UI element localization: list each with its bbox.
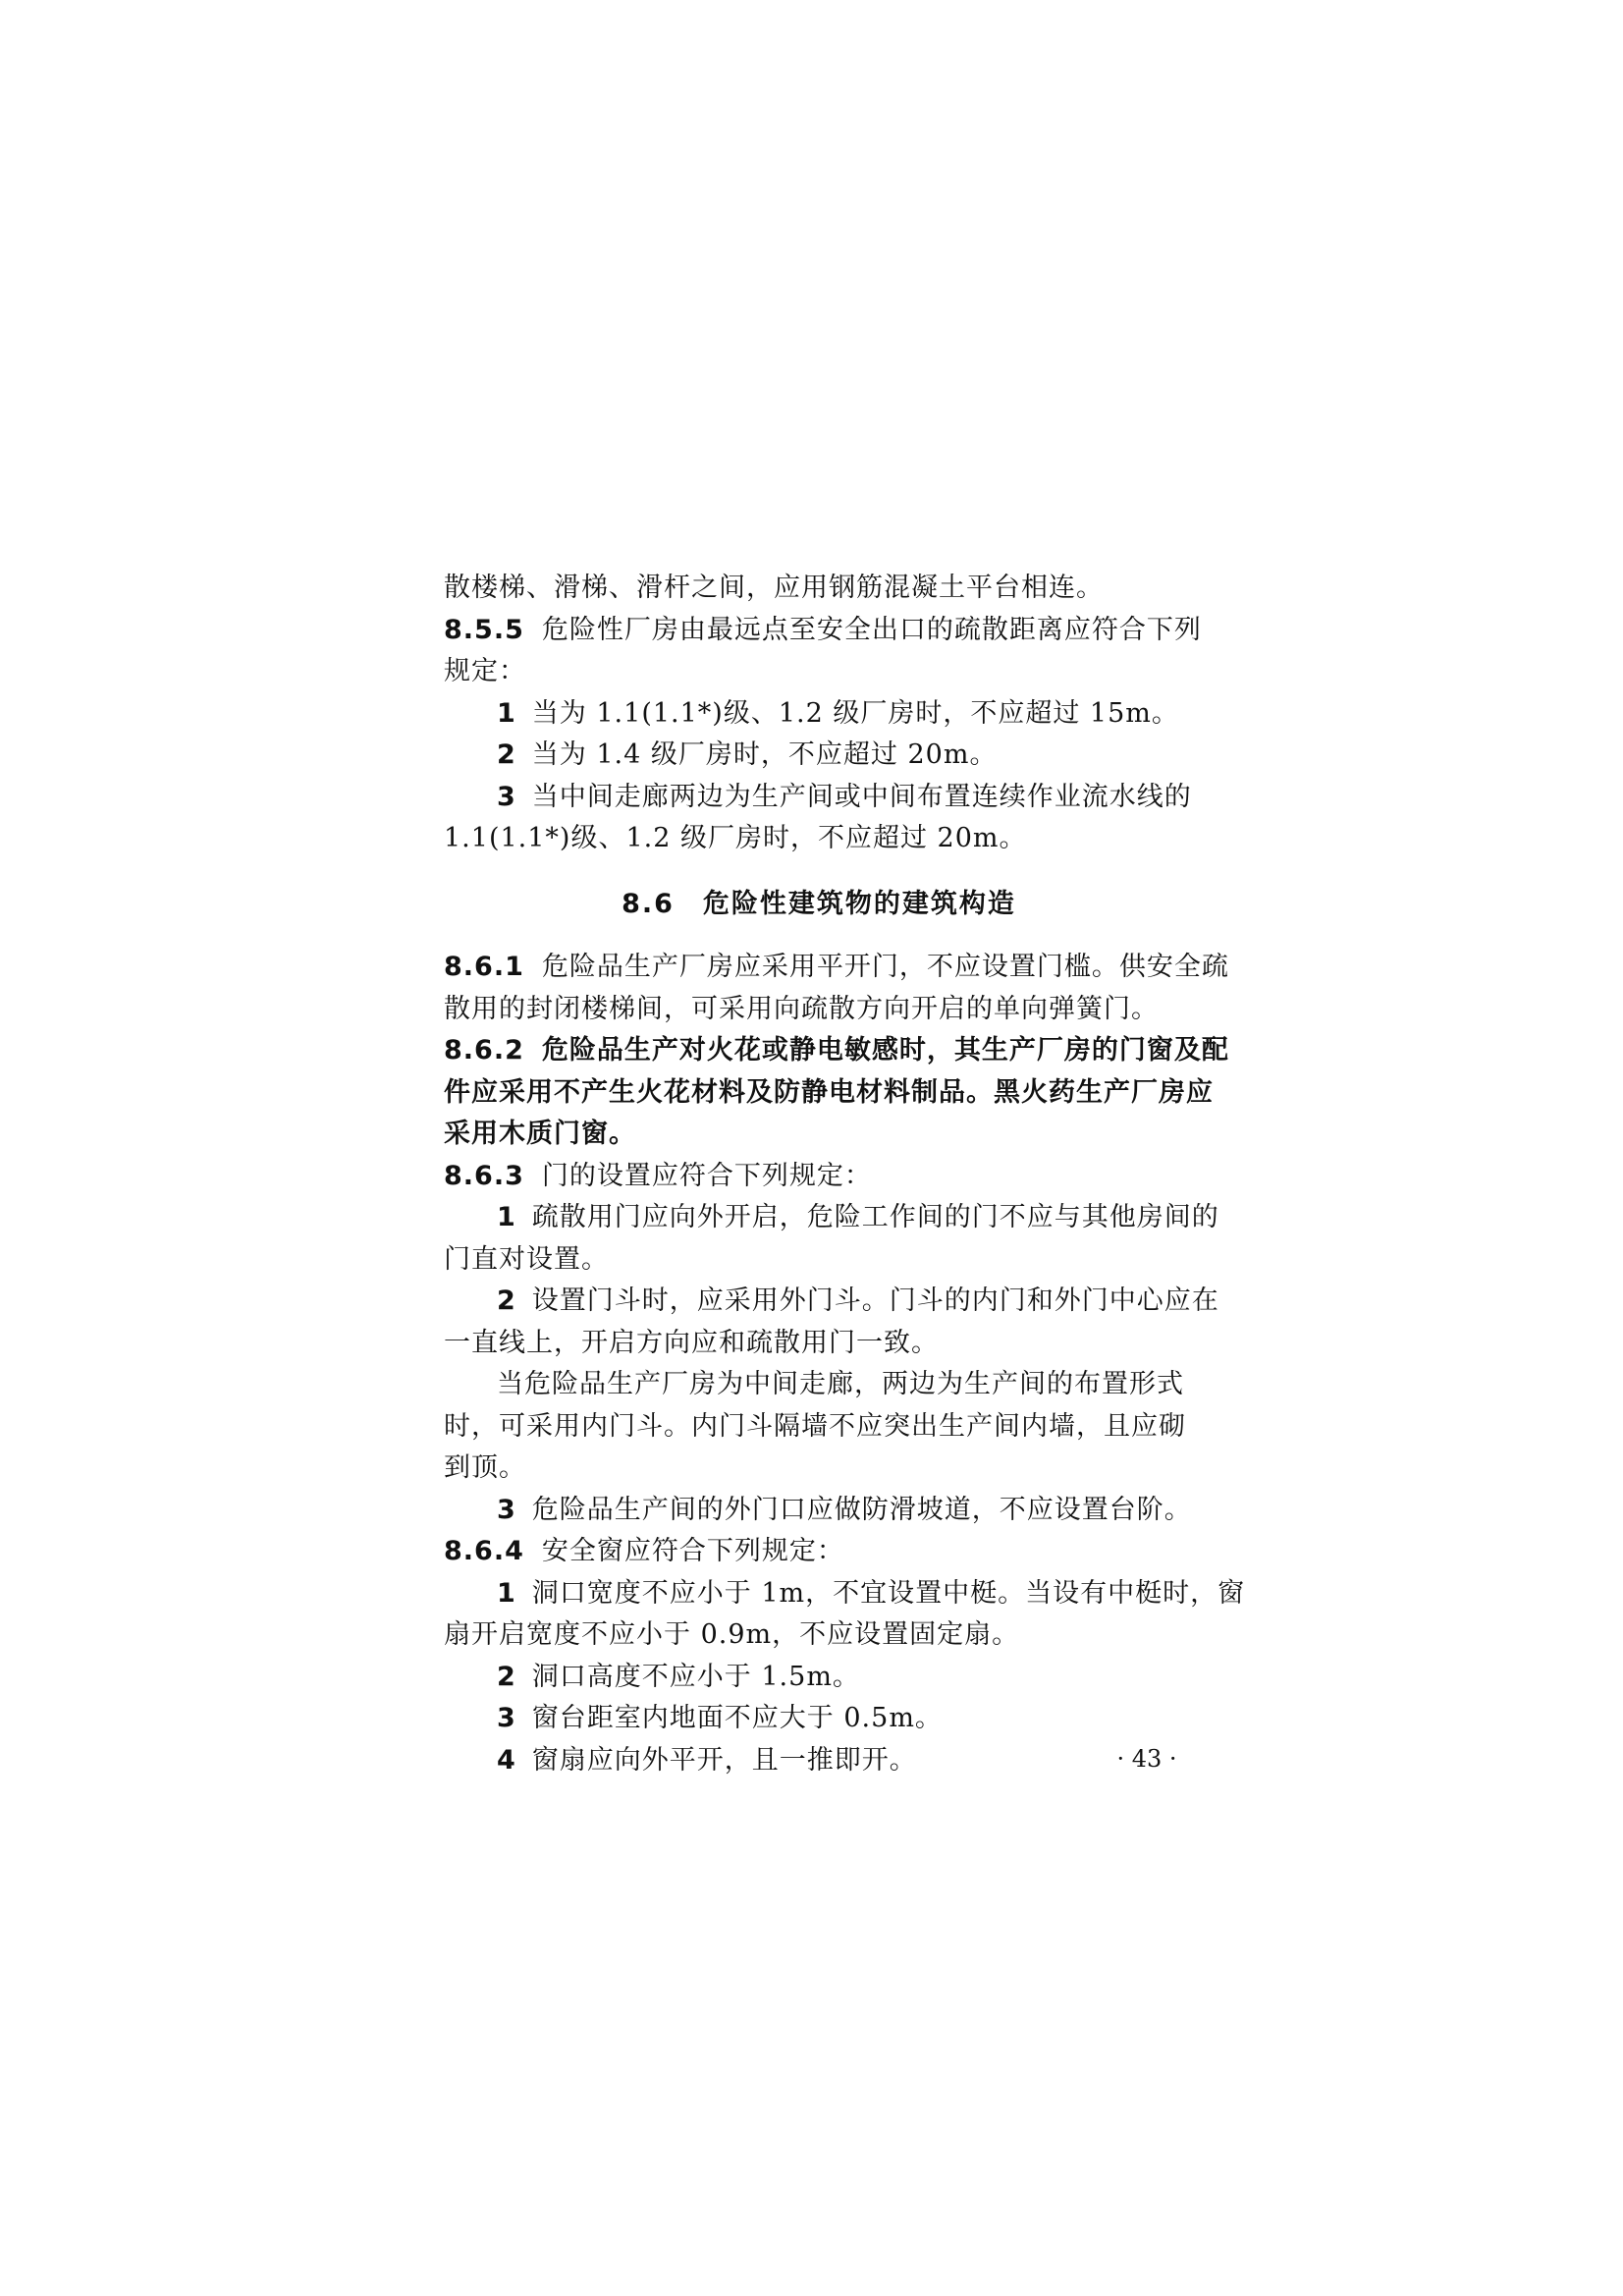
list-item xyxy=(444,1573,1246,1615)
item-number: 4 xyxy=(497,1744,516,1776)
clause-number: 8.6.2 xyxy=(444,1035,524,1066)
text-line xyxy=(444,818,1194,860)
item-text: 窗台距室内地面不应大于 0.5m。 xyxy=(531,1703,943,1733)
clause-8-6-1 xyxy=(444,947,1229,989)
list-item xyxy=(444,1698,1194,1740)
list-item xyxy=(444,1281,1219,1323)
text-line xyxy=(444,1239,1194,1282)
line-text: 门直对设置。 xyxy=(444,1243,609,1275)
item-text: 当中间走廊两边为生产间或中间布置连续作业流水线的 xyxy=(531,781,1192,812)
list-item xyxy=(444,693,1194,736)
clause-number: 8.6.4 xyxy=(444,1536,524,1566)
item-text: 疏散用门应向外开启，危险工作间的门不应与其他房间的 xyxy=(531,1202,1219,1232)
list-item xyxy=(444,1490,1194,1532)
clause-text: 门的设置应符合下列规定： xyxy=(541,1160,872,1191)
item-text: 设置门斗时，应采用外门斗。门斗的内门和外门中心应在 xyxy=(531,1285,1219,1316)
item-number: 3 xyxy=(497,781,516,812)
text-line xyxy=(444,989,1194,1031)
list-item xyxy=(444,1197,1219,1239)
item-number: 1 xyxy=(497,1577,516,1609)
clause-text: 危险品生产厂房应采用平开门，不应设置门槛。供安全疏 xyxy=(541,952,1229,982)
item-number: 1 xyxy=(497,697,516,729)
line-text: 1.1(1.1*)级、1.2 级厂房时，不应超过 20m。 xyxy=(444,823,1027,853)
line-text: 时，可采用内门斗。内门斗隔墙不应突出生产间内墙，且应砌 xyxy=(444,1410,1186,1442)
item-number: 3 xyxy=(497,1494,516,1525)
paragraph-line xyxy=(444,1364,1194,1406)
text-line xyxy=(444,1114,1194,1156)
clause-number: 8.6.3 xyxy=(444,1160,524,1191)
item-text: 危险品生产间的外门口应做防滑坡道，不应设置台阶。 xyxy=(531,1494,1192,1525)
item-number: 3 xyxy=(497,1703,516,1733)
page-number: · 43 · xyxy=(1116,1745,1177,1773)
line-text: 散用的封闭楼梯间，可采用向疏散方向开启的单向弹簧门。 xyxy=(444,993,1159,1024)
item-number: 1 xyxy=(497,1202,516,1232)
clause-8-6-3 xyxy=(444,1156,1194,1198)
clause-8-6-2 xyxy=(444,1030,1229,1072)
clause-text: 危险品生产对火花或静电敏感时，其生产厂房的门窗及配 xyxy=(541,1035,1229,1066)
clause-text: 危险性厂房由最远点至安全出口的疏散距离应符合下列 xyxy=(541,614,1202,645)
line-text: 当危险品生产厂房为中间走廊，两边为生产间的布置形式 xyxy=(497,1369,1184,1399)
clause-number: 8.6.1 xyxy=(444,952,524,982)
line-text: 到顶。 xyxy=(444,1452,526,1483)
list-item xyxy=(444,1657,1194,1699)
text-line xyxy=(444,1614,1194,1657)
item-text: 窗扇应向外平开，且一推即开。 xyxy=(531,1744,917,1776)
clause-number: 8.5.5 xyxy=(444,614,524,645)
item-text: 洞口宽度不应小于 1m，不宜设置中梃。当设有中梃时，窗 xyxy=(531,1577,1246,1609)
text-line xyxy=(444,1072,1214,1115)
line-text: 散楼梯、滑梯、滑杆之间，应用钢筋混凝土平台相连。 xyxy=(444,573,1104,603)
item-number: 2 xyxy=(497,1285,516,1316)
item-text: 当为 1.1(1.1*)级、1.2 级厂房时，不应超过 15m。 xyxy=(531,697,1179,729)
item-text: 当为 1.4 级厂房时，不应超过 20m。 xyxy=(531,739,998,770)
clause-8-6-4 xyxy=(444,1531,1194,1573)
item-number: 2 xyxy=(497,1661,516,1692)
list-item xyxy=(444,735,1194,777)
text-line xyxy=(444,1406,1194,1449)
text-line xyxy=(444,1323,1194,1365)
line-text: 采用木质门窗。 xyxy=(444,1119,636,1149)
page-text-block xyxy=(444,568,1246,1781)
clause-8-5-5 xyxy=(444,610,1202,652)
text-line xyxy=(444,1448,1194,1490)
list-item xyxy=(444,1740,1194,1782)
list-item xyxy=(444,777,1194,819)
text-line xyxy=(444,568,1194,610)
line-text: 规定： xyxy=(444,656,526,686)
clause-text: 安全窗应符合下列规定： xyxy=(541,1536,844,1566)
line-text: 件应采用不产生火花材料及防静电材料制品。黑火药生产厂房应 xyxy=(444,1076,1214,1108)
item-text: 洞口高度不应小于 1.5m。 xyxy=(531,1661,860,1692)
line-text: 扇开启宽度不应小于 0.9m，不应设置固定扇。 xyxy=(444,1619,1020,1650)
item-number: 2 xyxy=(497,739,516,770)
line-text: 一直线上，开启方向应和疏散用门一致。 xyxy=(444,1327,939,1358)
section-heading: 8.6 危险性建筑物的建筑构造 xyxy=(622,888,1016,919)
text-line xyxy=(444,651,1194,693)
